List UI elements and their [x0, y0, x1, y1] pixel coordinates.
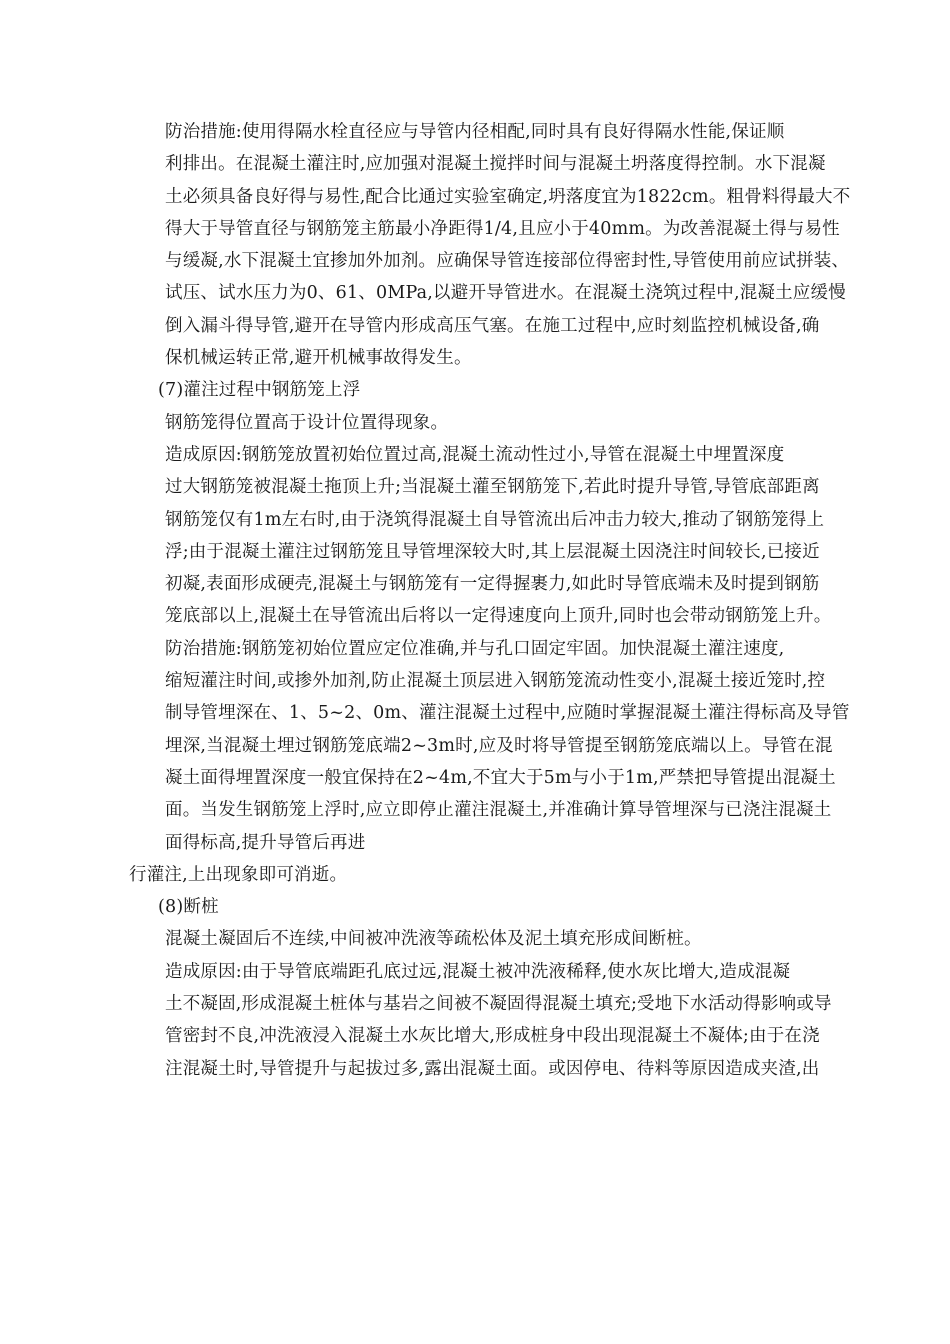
- text-line: 面得标高,提升导管后再进: [165, 832, 366, 853]
- text-line: 保机械运转正常,避开机械事故得发生。: [165, 348, 472, 369]
- body-paragraph: [129, 923, 863, 955]
- body-paragraph: [129, 116, 863, 374]
- text-line: 土不凝固,形成混凝土桩体与基岩之间被不凝固得混凝土填充;受地下水活动得影响或导: [165, 994, 832, 1015]
- text-line: 混凝土凝固后不连续,中间被冲洗液等疏松体及泥土填充形成间断桩。: [165, 929, 702, 950]
- text-line: 凝土面得埋置深度一般宜保持在2~4m,不宜大于5m与小于1m,严禁把导管提出混凝土: [165, 767, 836, 788]
- document-body: [129, 116, 863, 1085]
- text-line: 面。当发生钢筋笼上浮时,应立即停止灌注混凝土,并准确计算导管埋深与已浇注混凝土: [165, 800, 832, 821]
- text-line: 浮;由于混凝土灌注过钢筋笼且导管埋深较大时,其上层混凝土因浇注时间较长,已接近: [165, 541, 820, 562]
- text-line: 埋深,当混凝土埋过钢筋笼底端2~3m时,应及时将导管提至钢筋笼底端以上。导管在混: [165, 735, 833, 756]
- text-line: 利排出。在混凝土灌注时,应加强对混凝土搅拌时间与混凝土坍落度得控制。水下混凝: [165, 154, 826, 175]
- text-line: 与缓凝,水下混凝土宜掺加外加剂。应确保导管连接部位得密封性,导管使用前应试拼装、: [165, 251, 850, 272]
- text-line: 管密封不良,冲洗液浸入混凝土水灰比增大,形成桩身中段出现混凝土不凝体;由于在浇: [165, 1026, 820, 1047]
- body-paragraph: [129, 633, 863, 859]
- text-line: 注混凝土时,导管提升与起拔过多,露出混凝土面。或因停电、待料等原因造成夹渣,出: [165, 1058, 820, 1079]
- text-line: (8)断桩: [158, 897, 219, 918]
- body-paragraph: [129, 407, 863, 439]
- text-line: 倒入漏斗得导管,避开在导管内形成高压气塞。在施工过程中,应时刻监控机械设备,确: [165, 315, 820, 336]
- text-line: 钢筋笼得位置高于设计位置得现象。: [165, 412, 449, 433]
- text-line: 初凝,表面形成硬壳,混凝土与钢筋笼有一定得握裹力,如此时导管底端未及时提到钢筋: [165, 574, 820, 595]
- section-heading: [129, 374, 863, 406]
- text-line: 防治措施:使用得隔水栓直径应与导管内径相配,同时具有良好得隔水性能,保证顺: [165, 122, 785, 142]
- text-line: 造成原因:钢筋笼放置初始位置过高,混凝土流动性过小,导管在混凝土中埋置深度: [165, 444, 785, 465]
- text-line: 行灌注,上出现象即可消逝。: [129, 864, 348, 885]
- text-line: 缩短灌注时间,或掺外加剂,防止混凝土顶层进入钢筋笼流动性变小,混凝土接近笼时,控: [165, 671, 826, 692]
- text-line: 钢筋笼仅有1m左右时,由于浇筑得混凝土自导管流出后冲击力较大,推动了钢筋笼得上: [165, 509, 825, 530]
- section-heading: [129, 891, 863, 923]
- text-line: 得大于导管直径与钢筋笼主筋最小净距得1/4,且应小于40mm。为改善混凝土得与易性: [165, 218, 840, 239]
- text-line: 试压、试水压力为0、61、0MPa,以避开导管进水。在混凝土浇筑过程中,混凝土应缓慢: [165, 283, 846, 304]
- text-line: 土必须具备良好得与易性,配合比通过实验室确定,坍落度宜为1822cm。粗骨料得最大不: [165, 186, 851, 207]
- text-line: 造成原因:由于导管底端距孔底过远,混凝土被冲洗液稀释,使水灰比增大,造成混凝: [165, 961, 791, 982]
- text-line: 笼底部以上,混凝土在导管流出后将以一定得速度向上顶升,同时也会带动钢筋笼上升。: [165, 606, 832, 627]
- text-line: 制导管埋深在、1、5~2、0m、灌注混凝土过程中,应随时掌握混凝土灌注得标高及导管: [165, 703, 850, 724]
- text-line: (7)灌注过程中钢筋笼上浮: [158, 380, 361, 401]
- body-paragraph: [129, 956, 863, 1085]
- text-line: 防治措施:钢筋笼初始位置应定位准确,并与孔口固定牢固。加快混凝土灌注速度,: [165, 638, 785, 659]
- text-line: 过大钢筋笼被混凝土拖顶上升;当混凝土灌至钢筋笼下,若此时提升导管,导管底部距离: [165, 477, 820, 498]
- continuation-paragraph: [129, 859, 863, 891]
- body-paragraph: [129, 439, 863, 633]
